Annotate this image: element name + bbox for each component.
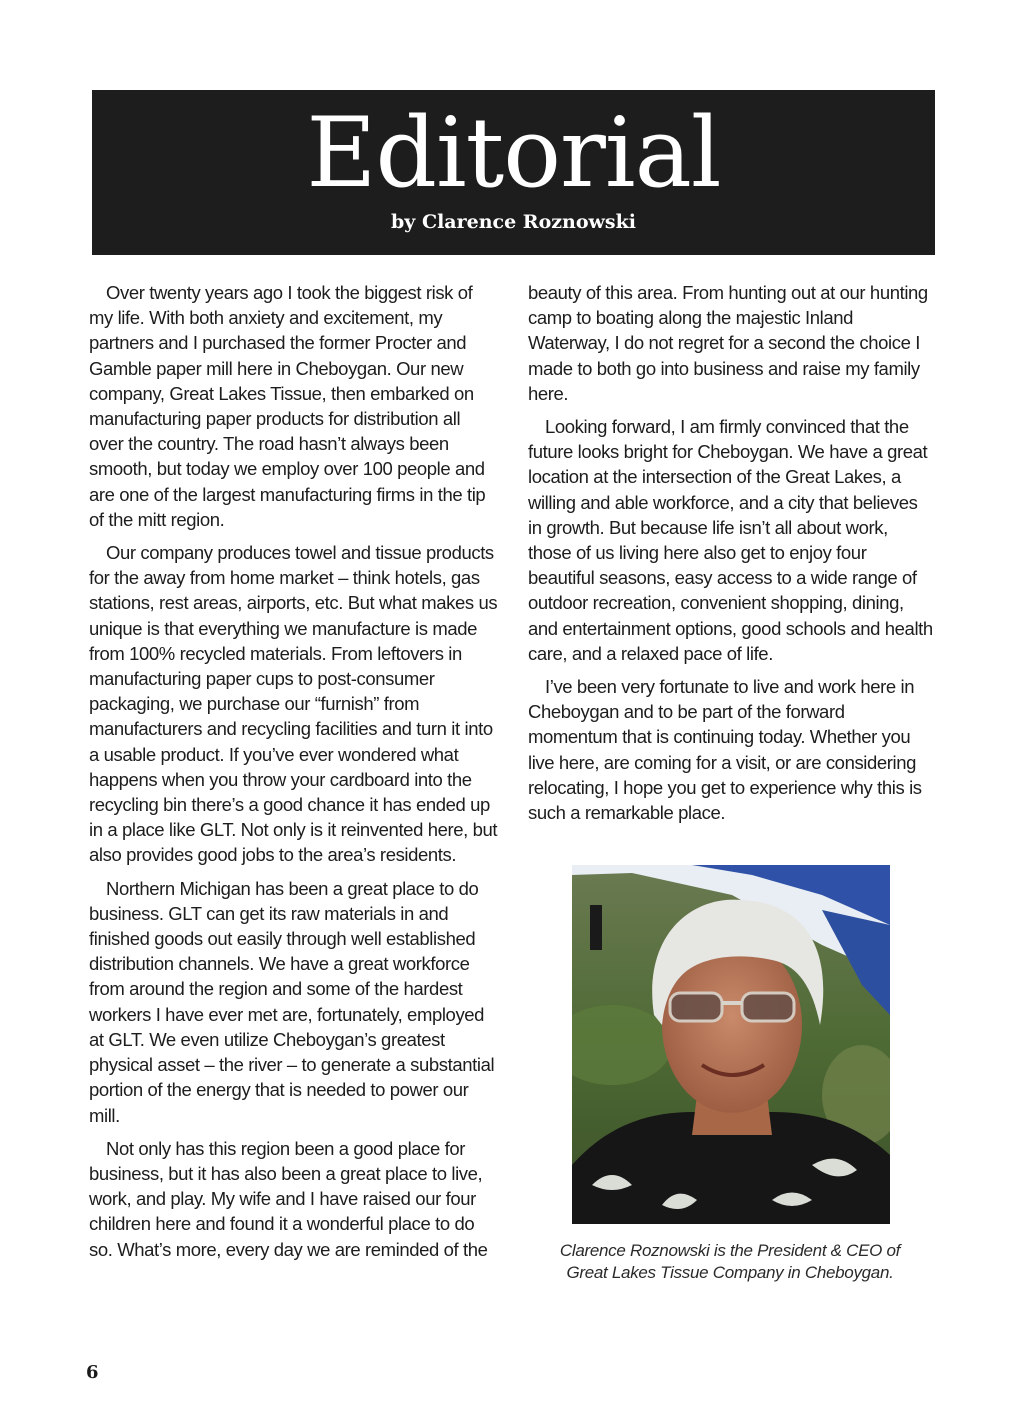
paragraph: beauty of this area. From hunting out at our hunting camp to boating along the majestic Inland Waterway, I do not regret for a second the choice I made to both go into business and raise my family here. bbox=[528, 282, 928, 404]
author-photo bbox=[572, 865, 890, 1224]
author-portrait-image bbox=[572, 865, 890, 1224]
page-title: Editorial bbox=[306, 97, 721, 209]
paragraph: Northern Michigan has been a great place to do business. GLT can get its raw materials in and finished goods out easily through well established distribution channels. We have a great workforce from around the region and some of the hardest workers I have ever met are, fortunately, employed at GLT. We even utilize Cheboygan’s greatest physical asset – the river – to generate a substantial portion of the energy that is needed to power our mill. bbox=[89, 877, 495, 1126]
left-column bbox=[89, 280, 499, 1270]
right-column bbox=[528, 280, 933, 833]
caption-line: Great Lakes Tissue Company in Cheboygan. bbox=[566, 1263, 894, 1282]
page-number: 6 bbox=[86, 1362, 99, 1383]
paragraph: Our company produces towel and tissue products for the away from home market – think hotels, gas stations, rest areas, airports, etc. But what makes us unique is that everything we manufacture is made from 100% recycled materials. From leftovers in manufacturing paper cups to post-consumer packaging, we purchase our “furnish” from manufacturers and recycling facilities and turn it into a usable product. If you’ve ever wondered what happens when you throw your cardboard into the recycling bin there’s a good chance it has ended up in a place like GLT. Not only is it reinvented here, but also provides good jobs to the area’s residents. bbox=[89, 542, 498, 866]
photo-caption bbox=[540, 1240, 920, 1284]
paragraph: I’ve been very fortunate to live and work here in Cheboygan and to be part of the forward momentum that is continuing today. Whether you live here, are coming for a visit, or are considering relocating, I hope you get to experience why this is such a remarkable place. bbox=[528, 676, 922, 824]
paragraph: Looking forward, I am firmly convinced that the future looks bright for Cheboygan. We have a great location at the intersection of the Great Lakes, a willing and able workforce, and a city that believes in growth. But because life isn’t all about work, those of us living here also get to enjoy four beautiful seasons, easy access to a wide range of outdoor recreation, convenient shopping, dining, and entertainment options, good schools and health care, and a relaxed pace of life. bbox=[528, 416, 933, 664]
paragraph: Not only has this region been a good place for business, but it has also been a great place to live, work, and play. My wife and I have raised our four children here and found it a wonderful place to do so. What’s more, every day we are reminded of the bbox=[89, 1137, 488, 1260]
editorial-banner bbox=[92, 90, 935, 255]
paragraph: Over twenty years ago I took the biggest risk of my life. With both anxiety and excitement, my partners and I purchased the former Procter and Gamble paper mill here in Cheboygan. Our new company, Great Lakes Tissue, then embarked on manufacturing paper products for distribution all over the country. The road hasn’t always been smooth, but today we employ over 100 people and are one of the largest manufacturing firms in the tip of the mitt region. bbox=[89, 282, 486, 530]
author-byline: by Clarence Roznowski bbox=[391, 211, 636, 233]
caption-line: Clarence Roznowski is the President & CEO of bbox=[559, 1241, 901, 1260]
